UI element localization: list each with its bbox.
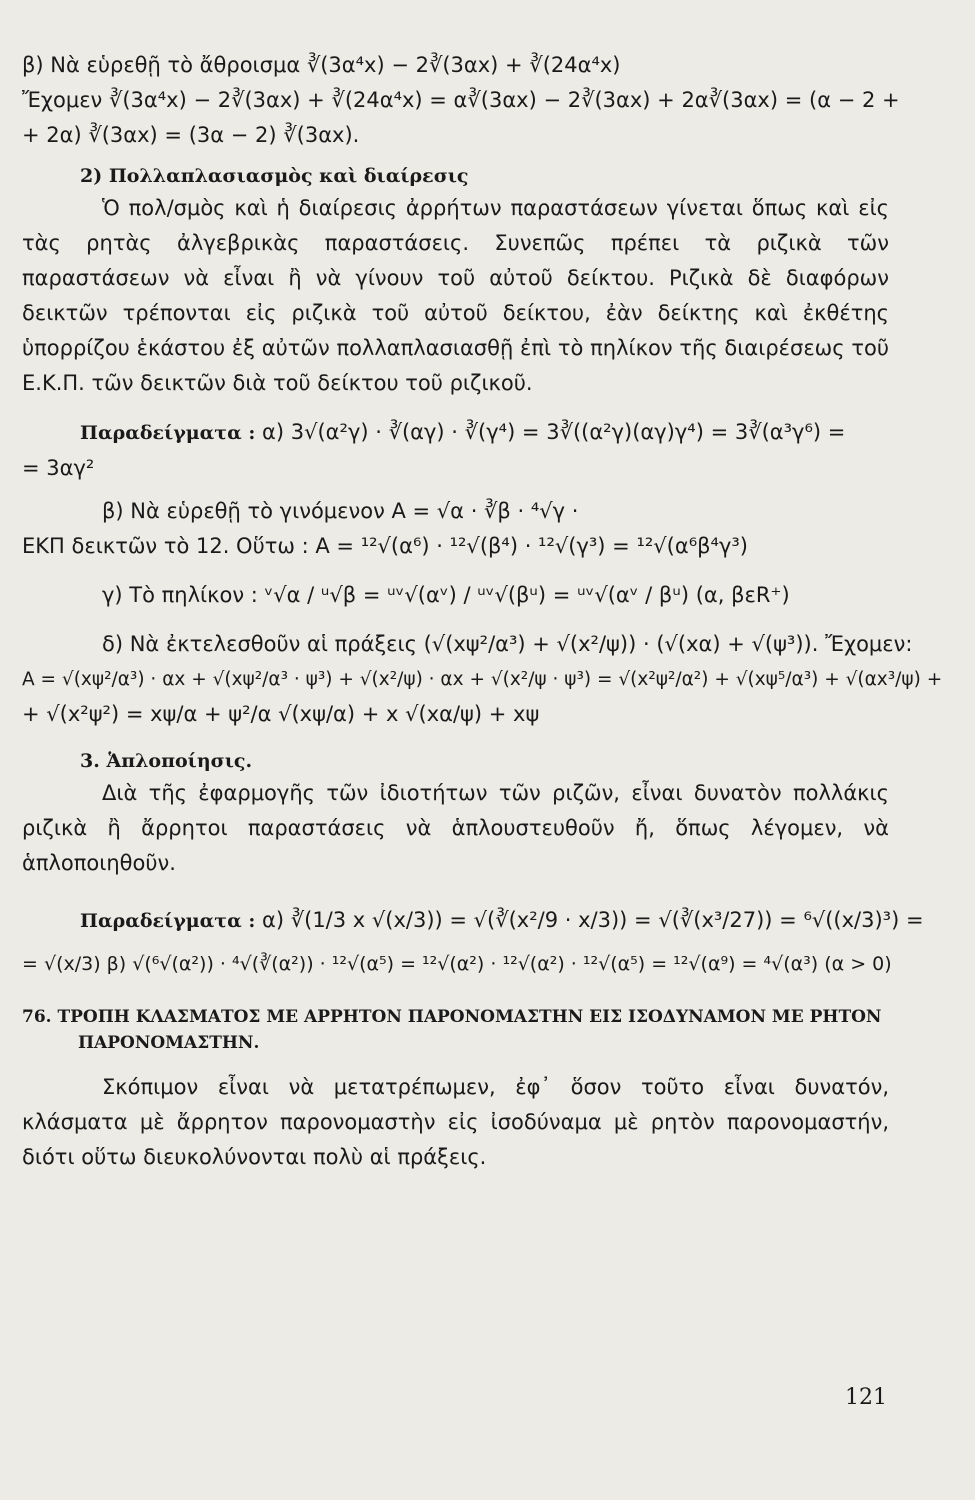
example-a-formula: α) 3√(α²γ) · ∛(αγ) · ∛(γ⁴) = 3∛((α²γ)(αγ)γ⁴) = 3∛(α³γ⁶) = (262, 420, 846, 444)
example-simplify-a: α) ∛(1/3 x √(x/3)) = √(∛(x²/9 · x/3)) = √(∛(x³/27)) = ⁶√((x/3)³) = (262, 908, 924, 932)
derivation-line-1: Ἔχομεν ∛(3α⁴x) − 2∛(3αx) + ∛(24α⁴x) = α∛(3αx) − 2∛(3αx) + 2α∛(3αx) = (α − 2 + (22, 88, 900, 112)
example-d-statement: δ) Νὰ ἐκτελεσθοῦν αἱ πράξεις (√(xψ²/α³) + √(x²/ψ)) · (√(xα) + √(ψ³)). Ἔχομεν: (102, 632, 913, 656)
examples-label: Παραδείγματα : (80, 422, 256, 444)
example-d-result: + √(x²ψ²) = xψ/α + ψ²/α √(xψ/α) + x √(xα/ψ) + xψ (22, 702, 540, 726)
example-simplify-b: = √(x/3) β) √(⁶√(α²)) · ⁴√(∛(α²)) · ¹²√(α⁵) = ¹²√(α²) · ¹²√(α²) · ¹²√(α⁵) = ¹²√(α⁹) = ⁴√(α³) (α > 0) (22, 953, 892, 975)
section-76-title: 76. ΤΡΟΠΗ ΚΛΑΣΜΑΤΟΣ ΜΕ ΑΡΡΗΤΟΝ ΠΑΡΟΝΟΜΑΣΤΗΝ ΕΙΣ ΙΣΟΔΥΝΑΜΟΝ ΜΕ ΡΗΤΟΝ ΠΑΡΟΝΟΜΑΣΤΗΝ. (22, 1007, 882, 1053)
paragraph-multiplication: Ὁ πολ/σμὸς καὶ ἡ διαίρεσις ἀρρήτων παραστάσεων γίνεται ὅπως καὶ εἰς τὰς ρητὰς ἀλγεβρικὰς παραστάσεις. Συνεπῶς πρέπει τὰ ριζικὰ τῶν παραστάσεων νὰ εἶναι ἢ νὰ γίνουν τοῦ αὐτοῦ δείκτου. Ριζικὰ δὲ διαφόρων δεικτῶν τρέπονται εἰς ριζικὰ τοῦ αὐτοῦ δείκτου, ἐὰν δείκτης καὶ ἐκθέτης ὑπορρίζου ἑκάστου ἐξ αὐτῶν πολλαπλασιασθῇ ἐπὶ τὸ πηλίκον τῆς διαιρέσεως τοῦ Ε.Κ.Π. τῶν δεικτῶν διὰ τοῦ δείκτου τοῦ ριζικοῦ. (22, 196, 889, 395)
example-beta-sum: β) Νὰ εὑρεθῇ τὸ ἄθροισμα ∛(3α⁴x) − 2∛(3αx) + ∛(24α⁴x) (22, 53, 621, 77)
derivation-line-2: + 2α) ∛(3αx) = (3α − 2) ∛(3αx). (22, 123, 360, 147)
page-number: 121 (845, 1385, 887, 1410)
example-a-result: = 3αγ² (22, 456, 95, 480)
paragraph-section-76: Σκόπιμον εἶναι νὰ μετατρέπωμεν, ἐφ᾿ ὅσον τοῦτο εἶναι δυνατόν, κλάσματα μὲ ἄρρητον παρονομαστὴν εἰς ἰσοδύναμα μὲ ρητὸν παρονομαστήν, διότι οὕτω διευκολύνονται πολὺ αἱ πράξεις. (22, 1075, 889, 1169)
section-heading-multiplication: 2) Πολλαπλασιασμὸς καὶ διαίρεσις (80, 165, 469, 187)
example-b-statement: β) Νὰ εὑρεθῇ τὸ γινόμενον Α = √α · ∛β · ⁴√γ · (102, 499, 579, 523)
paragraph-simplification: Διὰ τῆς ἐφαρμογῆς τῶν ἰδιοτήτων τῶν ριζῶν, εἶναι δυνατὸν πολλάκις ριζικὰ ἢ ἄρρητοι παραστάσεις νὰ ἁπλουστευθοῦν ἤ, ὅπως λέγομεν, νὰ ἁπλοποιηθοῦν. (22, 781, 889, 875)
examples-row-simplification (22, 903, 924, 939)
example-c-quotient: γ) Τὸ πηλίκον : ᵛ√α / ᵘ√β = ᵘᵛ√(αᵛ) / ᵘᵛ√(βᵘ) = ᵘᵛ√(αᵛ / βᵘ) (α, βεR⁺) (102, 583, 790, 607)
examples-row-a (22, 415, 889, 451)
section-heading-simplification: 3. Ἁπλοποίησις. (80, 750, 253, 772)
examples-label-2: Παραδείγματα : (80, 910, 256, 932)
example-d-expansion: Α = √(xψ²/α³) · αx + √(xψ²/α³ · ψ³) + √(x²/ψ) · αx + √(x²/ψ · ψ³) = √(x²ψ²/α²) + √(xψ⁵/α³) + √(αx³/ψ) + (22, 669, 943, 690)
example-b-result: ΕΚΠ δεικτῶν τὸ 12. Οὕτω : Α = ¹²√(α⁶) · ¹²√(β⁴) · ¹²√(γ³) = ¹²√(α⁶β⁴γ³) (22, 534, 748, 558)
